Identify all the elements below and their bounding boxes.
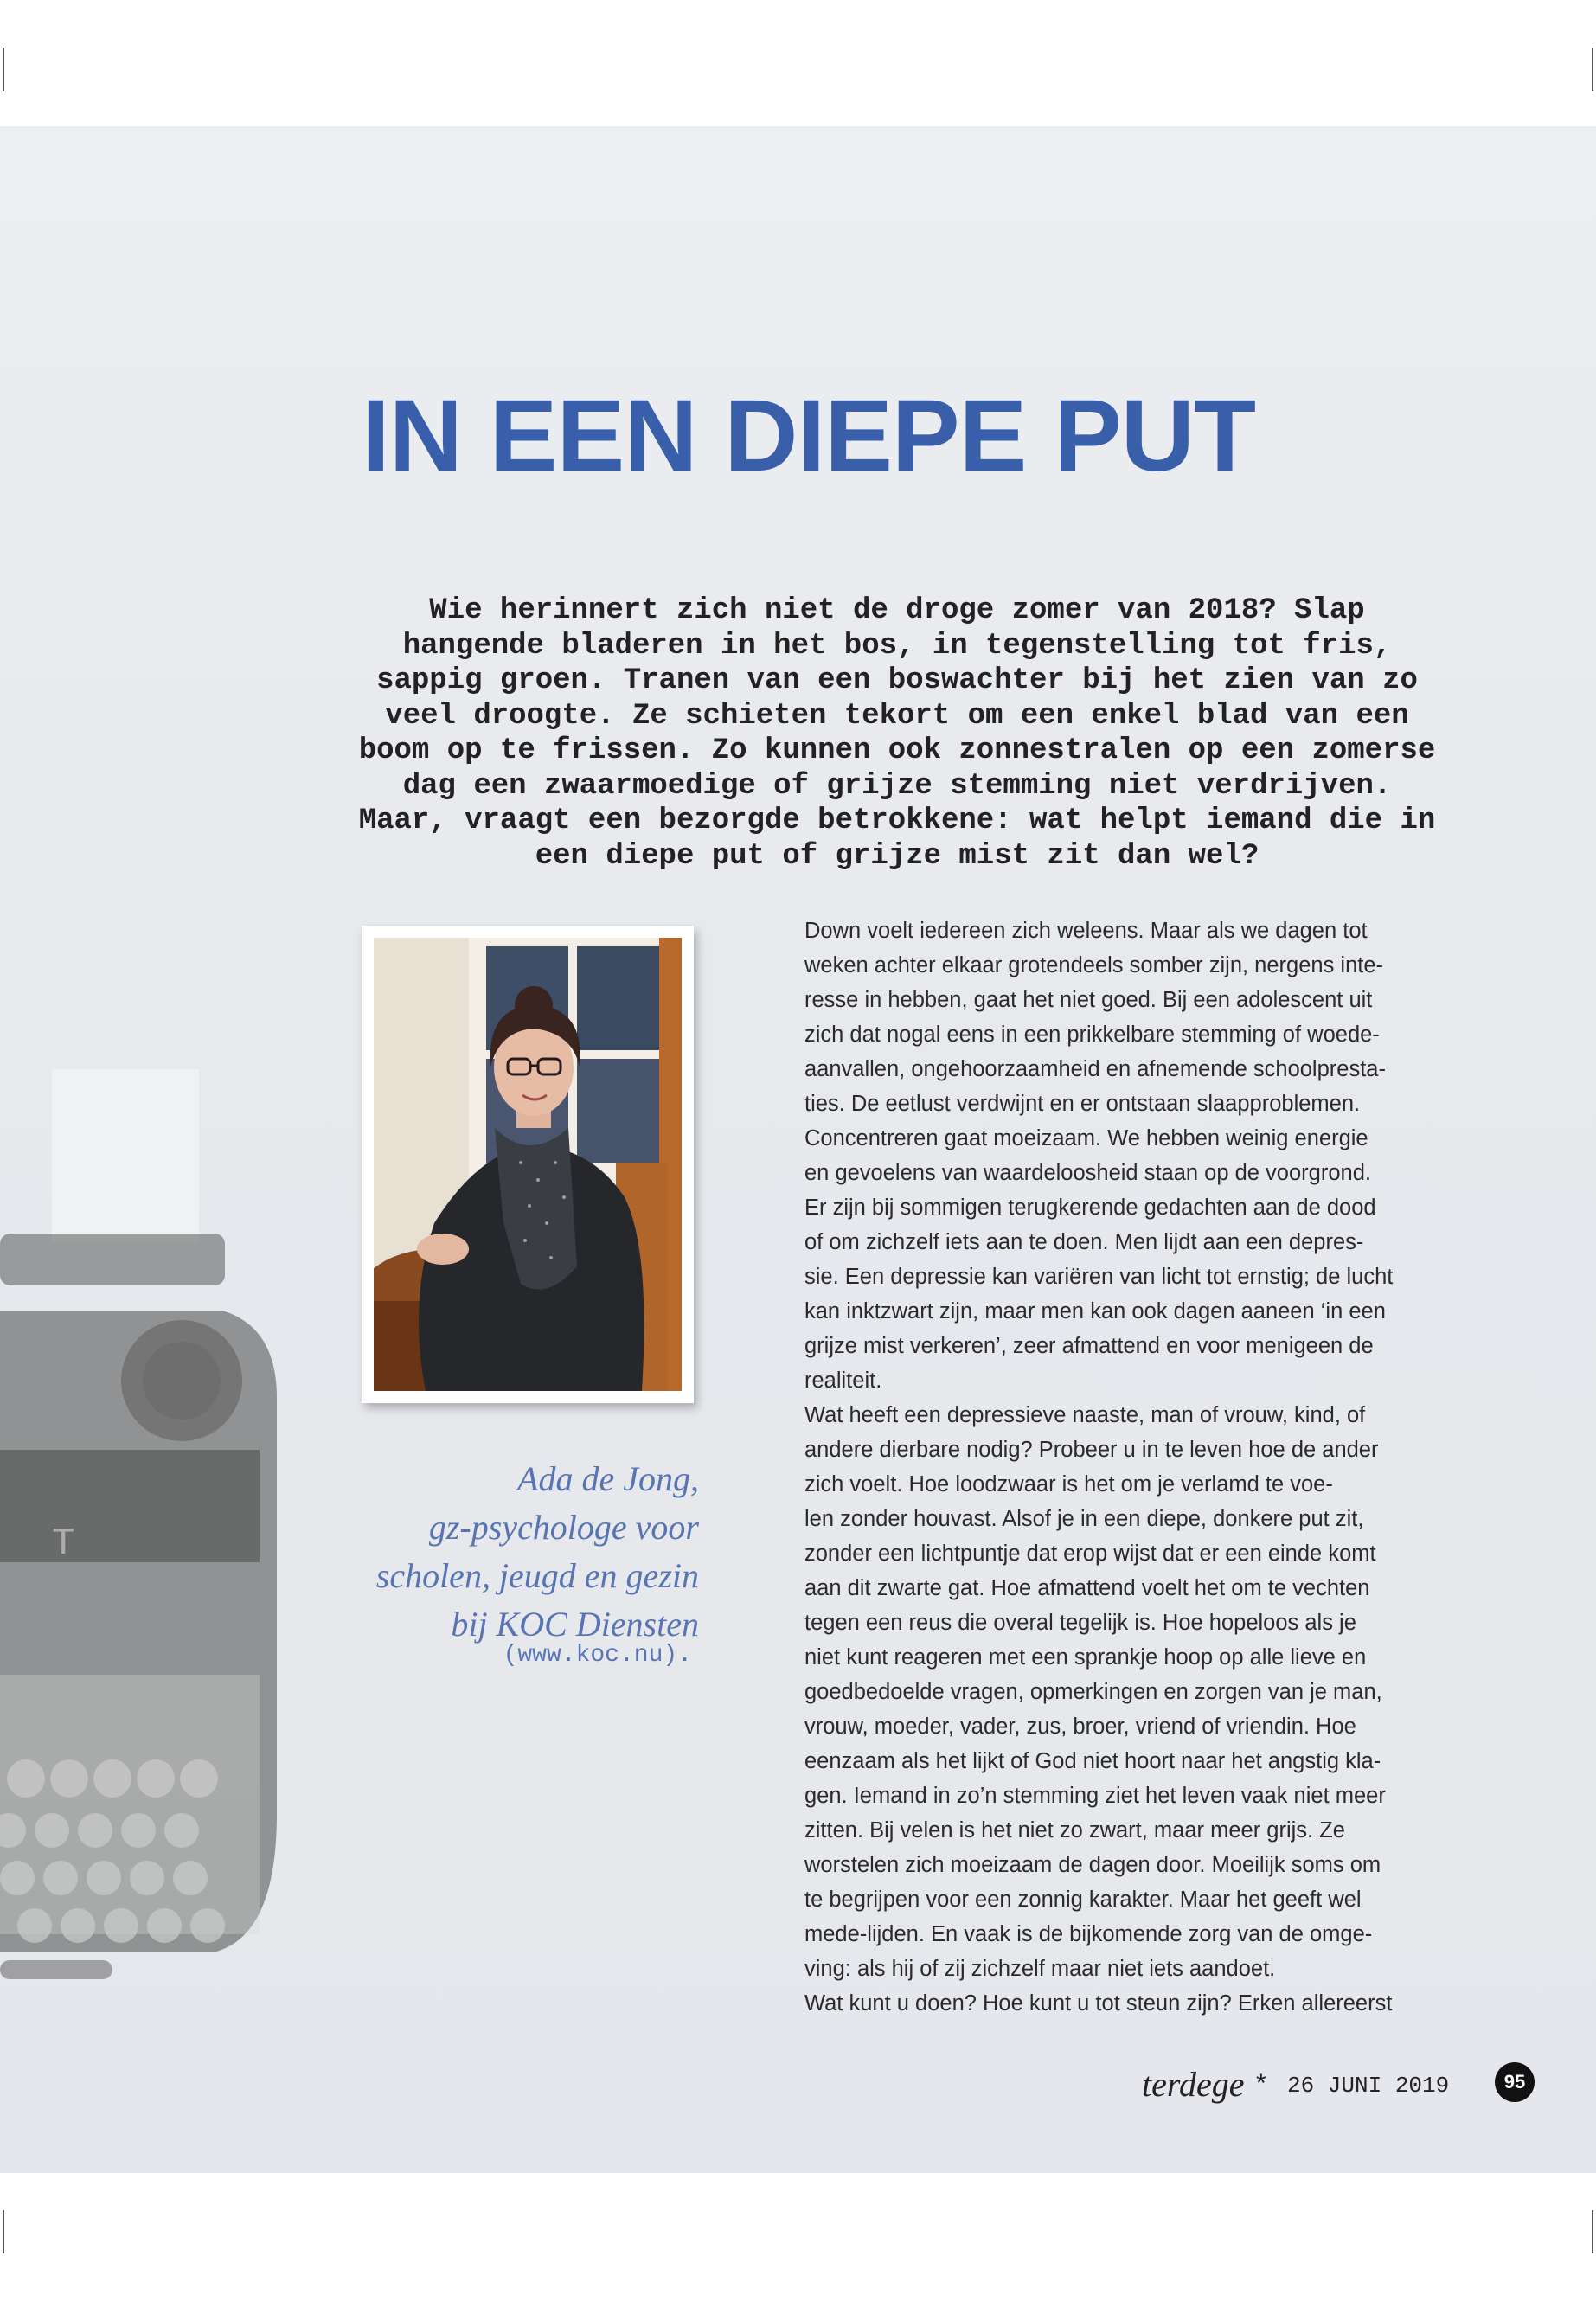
crop-mark-bottom-right [1592,2210,1593,2253]
body-line: aanvallen, ongehoorzaamheid en afnemende schoolpresta- [804,1057,1386,1081]
body-line: tegen een reus die overal tegelijk is. Hoe hopeloos als je [804,1611,1356,1635]
body-line: worstelen zich moeizaam de dagen door. Moeilijk soms om [804,1853,1381,1877]
body-line: len zonder houvast. Alsof je in een diepe, donkere put zit, [804,1507,1364,1531]
body-line: mede-lijden. En vaak is de bijkomende zorg van de omge- [804,1922,1373,1946]
body-line: goedbedoelde vragen, opmerkingen en zorgen van je man, [804,1680,1382,1704]
body-line: of om zichzelf iets aan te doen. Men lijdt aan een depres- [804,1230,1364,1254]
body-line: resse in hebben, gaat het niet goed. Bij een adolescent uit [804,988,1373,1012]
body-line: ving: als hij of zij zichzelf maar niet iets aandoet. [804,1957,1276,1981]
body-line: aan dit zwarte gat. Hoe afmattend voelt het om te vechten [804,1576,1370,1600]
body-line: niet kunt reageren met een sprankje hoop op alle lieve en [804,1645,1367,1670]
article-body [804,913,1445,2021]
crop-mark-top-left [3,48,4,91]
body-line: zonder een lichtpuntje dat erop wijst dat er een einde komt [804,1541,1376,1566]
crop-mark-top-right [1592,48,1593,91]
magazine-logo: terdege [1142,2065,1245,2104]
caption-line: Ada de Jong, [517,1459,699,1498]
body-line: Concentreren gaat moeizaam. We hebben weinig energie [804,1126,1368,1150]
body-line: sie. Een depressie kan variëren van licht tot ernstig; de lucht [804,1265,1394,1289]
body-line: zitten. Bij velen is het niet zo zwart, maar meer grijs. Ze [804,1818,1345,1843]
asterisk-icon: * [1256,2069,1266,2098]
svg-text:T: T [52,1522,75,1566]
article-title: IN EEN DIEPE PUT [362,379,1256,493]
magazine-page [0,126,1596,2173]
body-line: Wat kunt u doen? Hoe kunt u tot steun zijn? Erken allereerst [804,1991,1393,2016]
portrait-photo [374,938,682,1391]
photo-caption [355,1455,699,1649]
body-line: Er zijn bij sommigen terugkerende gedachten aan de dood [804,1195,1376,1220]
caption-line: bij KOC Diensten [451,1605,699,1644]
page-number-badge: 95 [1495,2062,1535,2102]
body-line: ties. De eetlust verdwijnt en er ontstaan slaapproblemen. [804,1092,1361,1116]
article-intro: Wie herinnert zich niet de droge zomer van 2018? Slap hangende bladeren in het bos, in tegenstelling tot fris, sappig groen. Tranen van een boswachter bij het zien van zo veel droogte. Ze schieten tekort om een enkel blad van een boom op te frissen. Zo kunnen ook zonnestralen op een zomerse dag een zwaarmoedige of grijze stemming niet verdrijven. Maar, vraagt een bezorgde betrokkene: wat helpt iemand die in een diepe put of grijze mist zit dan wel? [358,594,1436,873]
body-line: zich voelt. Hoe loodzwaar is het om je verlamd te voe- [804,1472,1333,1497]
body-line: en gevoelens van waardeloosheid staan op de voorgrond. [804,1161,1371,1185]
issue-date: 26 JUNI 2019 [1287,2073,1450,2099]
body-line: weken achter elkaar grotendeels somber zijn, nergens inte- [804,953,1384,977]
body-line: andere dierbare nodig? Probeer u in te leven hoe de ander [804,1438,1379,1462]
body-line: eenzaam als het lijkt of God niet hoort naar het angstig kla- [804,1749,1381,1773]
caption-website: (www.koc.nu). [503,1642,692,1669]
caption-line: scholen, jeugd en gezin [375,1556,699,1595]
crop-mark-bottom-left [3,2210,4,2253]
body-line: kan inktzwart zijn, maar men kan ook dagen aaneen ‘in een [804,1299,1386,1324]
page-footer [1142,2064,1531,2107]
body-line: Wat heeft een depressieve naaste, man of vrouw, kind, of [804,1403,1366,1427]
body-line: grijze mist verkeren’, zeer afmattend en voor menigeen de [804,1334,1374,1358]
body-line: gen. Iemand in zo’n stemming ziet het leven vaak niet meer [804,1784,1386,1808]
typewriter-illustration [0,1069,363,2038]
portrait-photo-frame [362,926,694,1403]
body-line: Down voelt iedereen zich weleens. Maar als we dagen tot [804,919,1368,943]
body-line: te begrijpen voor een zonnig karakter. Maar het geeft wel [804,1888,1362,1912]
caption-line: gz-psychologe voor [428,1508,699,1547]
body-line: zich dat nogal eens in een prikkelbare stemming of woede- [804,1022,1380,1047]
body-line: vrouw, moeder, vader, zus, broer, vriend of vriendin. Hoe [804,1715,1356,1739]
body-line: realiteit. [804,1368,882,1393]
